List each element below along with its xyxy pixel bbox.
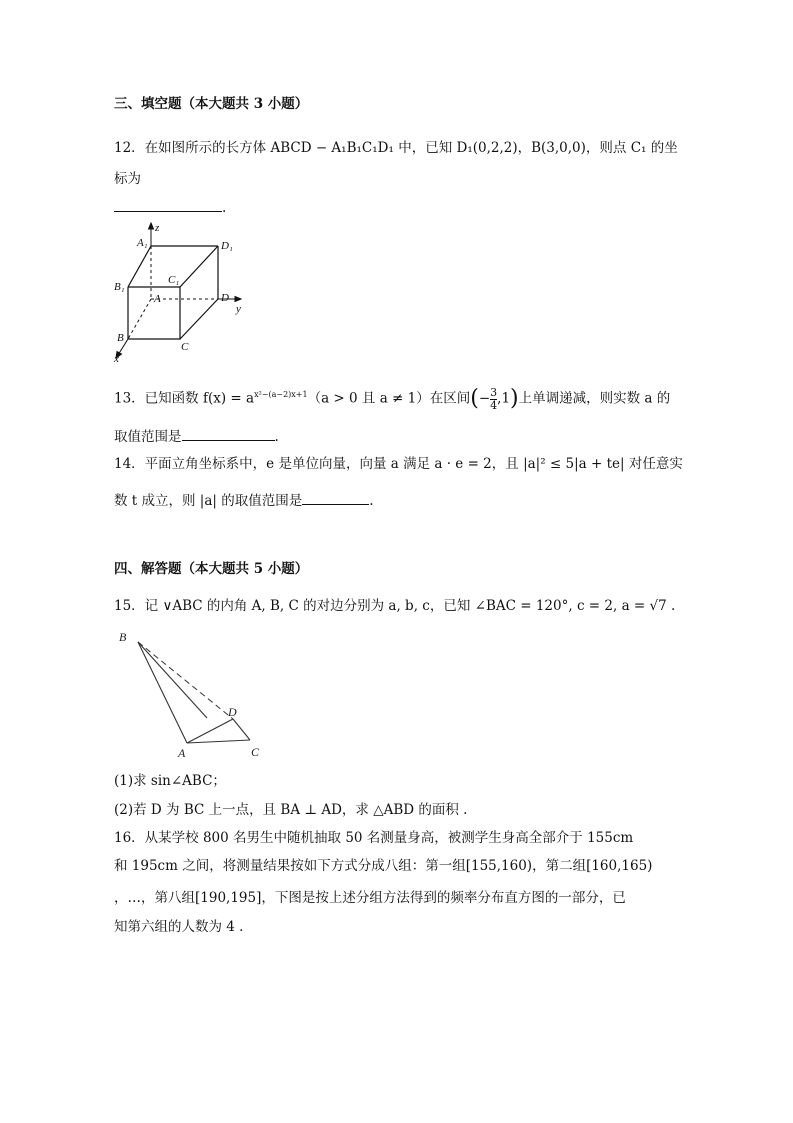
label-B: B [119, 630, 127, 644]
label-B1: B₁ [114, 281, 125, 293]
segment-D-C [233, 719, 250, 740]
question-16-line-1: 16．从某学校 800 名男生中随机抽取 50 名测量身高，被测学生身高全部介于 155cm [114, 830, 634, 846]
answer-blank[interactable] [114, 197, 222, 212]
label-C: C [251, 745, 260, 759]
z-arrow [149, 223, 154, 229]
segment-A-C [187, 740, 250, 743]
q13-exponent: x²−(a−2)x+1 [254, 390, 308, 399]
segment-B-D-dashed [138, 642, 233, 719]
q14-line2-text: 数 t 成立，则 |a| 的取值范围是 [114, 493, 303, 509]
section-3-heading: 三、填空题（本大题共 3 小题） [114, 96, 309, 112]
paren-right: ) [510, 386, 519, 411]
question-13-line-1 [114, 386, 670, 412]
segment-A-D [187, 719, 233, 743]
interval-end: ,1 [497, 390, 511, 407]
label-C1: C₁ [168, 274, 180, 286]
label-C: C [181, 341, 189, 353]
triangle-figure [112, 624, 272, 764]
answer-blank[interactable] [182, 426, 275, 441]
hidden-edge-A-B [128, 299, 151, 339]
answer-blank[interactable] [302, 490, 369, 505]
label-A: A [178, 746, 186, 760]
question-16-line-4: 知第六组的人数为 4 . [114, 919, 244, 935]
edge-C1-D1 [180, 246, 218, 287]
y-arrow [235, 297, 241, 302]
q13-condition: （a > 0 且 a ≠ 1）在区间 [307, 390, 471, 407]
period: . [369, 493, 374, 509]
label-D1: D₁ [221, 240, 233, 252]
label-z: z [155, 222, 160, 234]
fraction-denominator: 4 [490, 398, 498, 412]
label-D: D [221, 292, 229, 304]
segment-B-D [138, 642, 207, 718]
question-16-line-3: ，…，第八组[190,195]，下图是按上述分组方法得到的频率分布直方图的一部分，已 [114, 890, 626, 906]
fraction-numerator: 3 [490, 385, 498, 399]
question-15-part-2: (2)若 D 为 BC 上一点，且 BA ⊥ AD，求 △ABD 的面积 . [114, 802, 468, 818]
q13-suffix: 上单调递减，则实数 a 的 [518, 390, 671, 407]
label-x: x [114, 353, 119, 362]
question-12-line-1: 12．在如图所示的长方体 ABCD − A₁B₁C₁D₁ 中，已知 D₁(0,2,2)，B(3,0,0)，则点 C₁ 的坐 [114, 140, 678, 156]
section-4-heading: 四、解答题（本大题共 5 小题） [114, 561, 309, 577]
period: . [222, 200, 227, 216]
period: . [274, 429, 279, 445]
label-y: y [236, 303, 241, 315]
edge-C-D [180, 299, 218, 339]
question-16-line-2: 和 195cm 之间，将测量结果按如下方式分成八组：第一组[155,160)，第二组[160,165) [114, 858, 653, 874]
edge-B1-A1 [128, 246, 151, 287]
cuboid-figure [110, 222, 250, 362]
question-12-answer-line [114, 197, 226, 217]
q13-function-prefix: 13．已知函数 f(x) = a [114, 390, 255, 407]
label-B: B [117, 332, 124, 344]
question-14-line-1: 14．平面立角坐标系中，e 是单位向量，向量 a 满足 a · e = 2，且 |a|² ≤ 5|a + te| 对任意实 [114, 456, 683, 472]
question-14-line-2 [114, 490, 374, 510]
minus-sign: − [478, 390, 491, 407]
question-12-line-2: 标为 [114, 171, 141, 187]
q13-line2-text: 取值范围是 [114, 429, 182, 445]
label-D: D [228, 705, 237, 719]
question-15-line-1: 15．记 ∨ABC 的内角 A, B, C 的对边分别为 a, b, c，已知 ∠BAC = 120°, c = 2, a = √7 . [114, 598, 676, 614]
question-13-line-2 [114, 426, 279, 446]
label-A: A [154, 293, 161, 305]
paren-left: ( [470, 386, 479, 411]
label-A1: A₁ [137, 237, 148, 249]
segment-B-A [138, 642, 187, 743]
question-15-part-1: (1)求 sin∠ABC； [114, 773, 226, 789]
